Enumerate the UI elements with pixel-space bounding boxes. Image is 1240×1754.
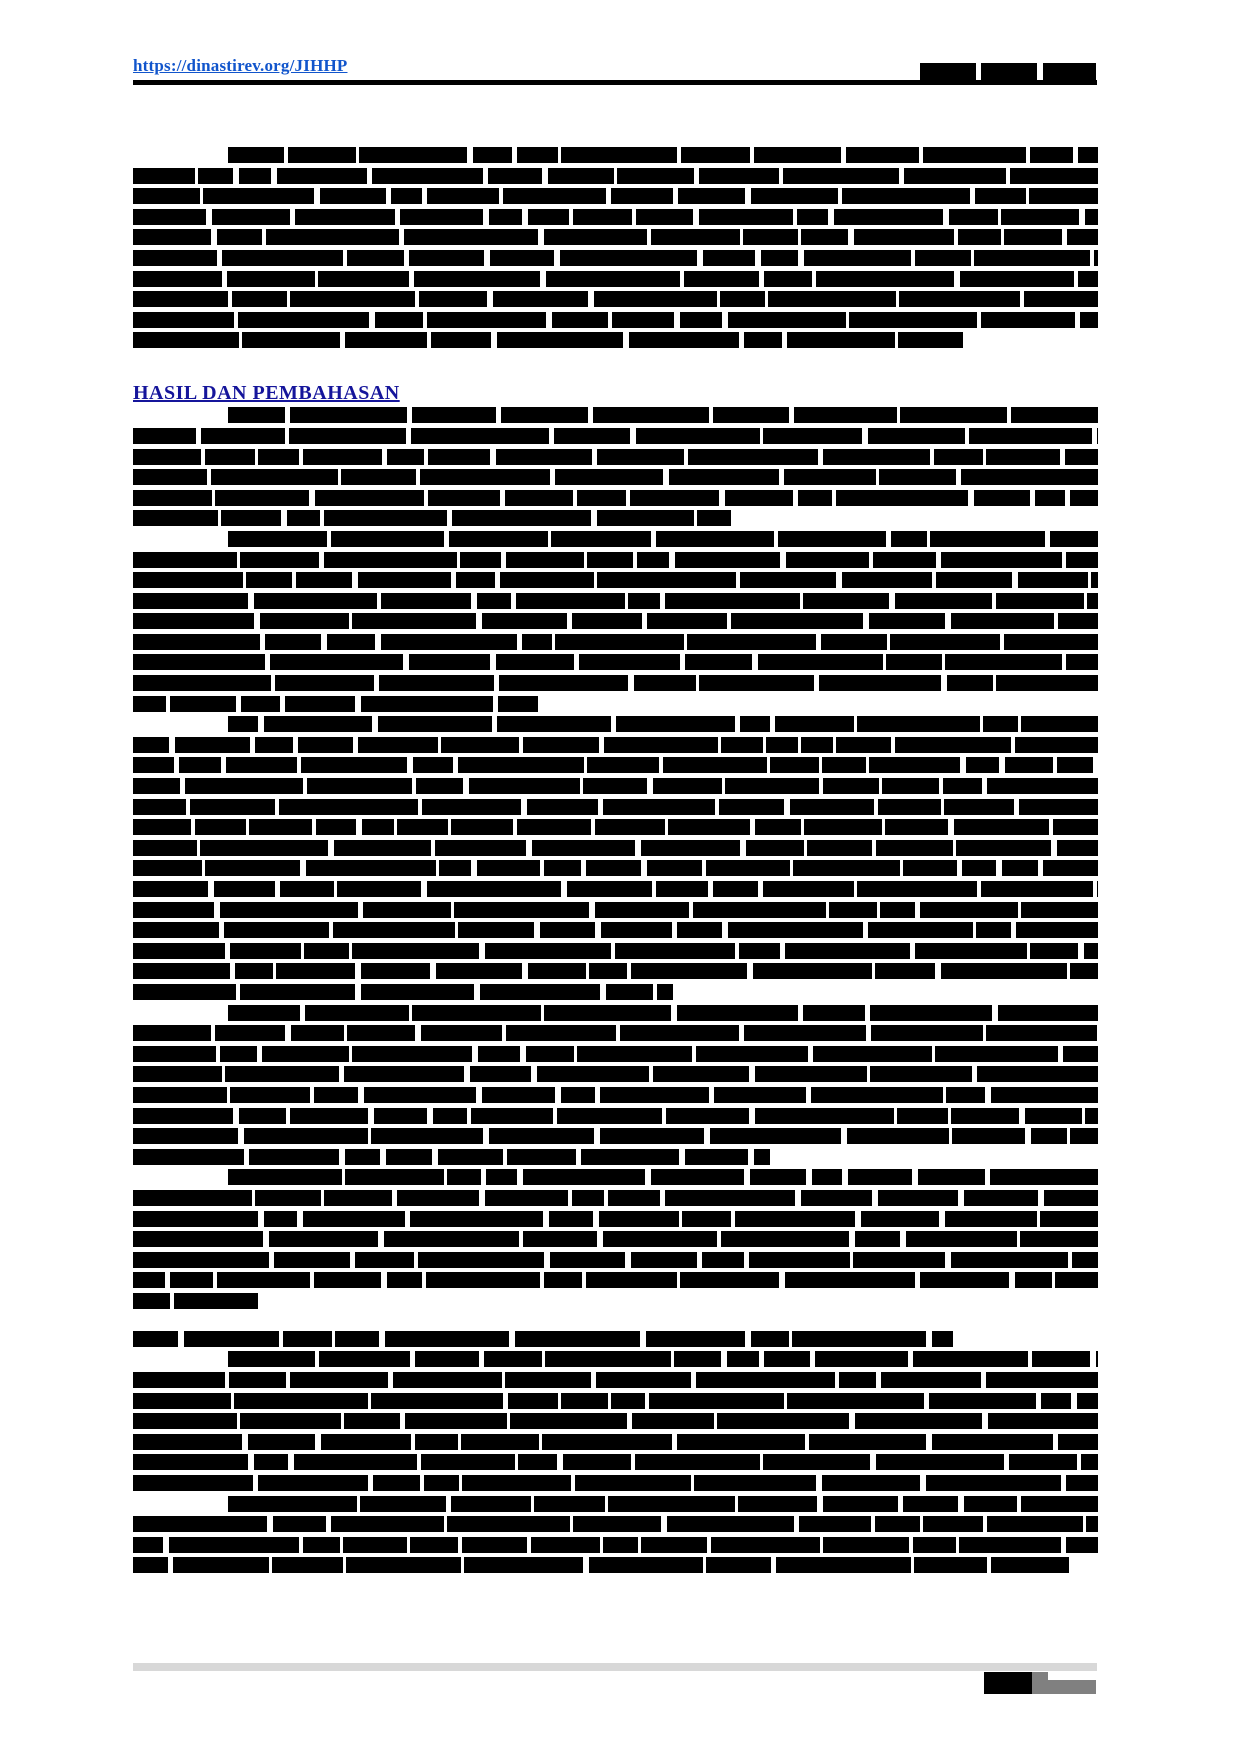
redacted-text-line <box>133 250 1098 266</box>
redacted-text-line <box>228 531 1098 547</box>
redacted-text-line <box>133 1434 1098 1450</box>
redacted-text-line <box>133 1454 1098 1470</box>
redacted-paragraph <box>133 1331 1098 1347</box>
redacted-text-line <box>133 332 963 348</box>
redacted-text-line <box>228 716 1098 732</box>
redacted-text-line <box>133 1066 1098 1082</box>
redacted-text-line <box>228 1351 1098 1367</box>
redacted-text-line <box>133 860 1098 876</box>
redacted-text-line <box>133 902 1098 918</box>
redacted-text-line <box>133 613 1098 629</box>
journal-url-link[interactable]: https://dinastirev.org/JIHHP <box>133 56 348 75</box>
redacted-paragraph <box>133 531 1098 712</box>
redacted-text-line <box>133 840 1098 856</box>
article-body <box>133 147 1098 1578</box>
redacted-paragraph <box>133 147 1098 348</box>
redacted-paragraph <box>133 1351 1098 1491</box>
redacted-text-line <box>133 675 1098 691</box>
redacted-text-line <box>133 1046 1098 1062</box>
body-section-before-heading <box>133 147 1098 348</box>
redacted-text-line <box>133 654 1098 670</box>
page-number-badge-gray-step <box>1032 1672 1048 1680</box>
redacted-text-line <box>133 1293 258 1309</box>
redacted-text-line <box>133 510 731 526</box>
redacted-text-line <box>133 1413 1098 1429</box>
redacted-text-line <box>133 963 1098 979</box>
redacted-text-line <box>133 696 538 712</box>
page-number-badge-dark-box <box>984 1672 1032 1694</box>
redacted-text-line <box>228 407 1098 423</box>
redacted-text-line <box>133 737 1098 753</box>
redacted-text-line <box>228 147 1098 163</box>
redacted-text-line <box>133 1516 1098 1532</box>
redacted-text-line <box>133 881 1098 897</box>
redacted-text-line <box>133 552 1098 568</box>
redacted-text-line <box>133 428 1098 444</box>
redacted-text-line <box>133 1393 1098 1409</box>
redacted-text-line <box>133 1211 1098 1227</box>
page-number-badge-gray-box <box>1032 1680 1096 1694</box>
redacted-text-line <box>228 1169 1098 1185</box>
redacted-text-line <box>133 1025 1098 1041</box>
redacted-text-line <box>133 1272 1098 1288</box>
redacted-text-line <box>133 271 1098 287</box>
redacted-text-line <box>133 1087 1098 1103</box>
redacted-text-line <box>133 984 673 1000</box>
redacted-text-line <box>133 490 1098 506</box>
redacted-text-line <box>133 819 1098 835</box>
redacted-text-line <box>228 1005 1098 1021</box>
redacted-text-line <box>133 188 1098 204</box>
redacted-text-line <box>133 757 1098 773</box>
redacted-text-line <box>133 1149 770 1165</box>
redacted-text-line <box>133 943 1098 959</box>
body-section-after-heading <box>133 407 1098 1573</box>
redacted-text-line <box>133 1128 1098 1144</box>
redacted-text-line <box>133 229 1098 245</box>
header-divider-rule <box>133 80 1097 85</box>
redacted-text-line <box>133 1252 1098 1268</box>
section-heading: HASIL DAN PEMBAHASAN <box>133 382 400 405</box>
redacted-paragraph <box>133 716 1098 1000</box>
redacted-text-line <box>133 291 1098 307</box>
redacted-paragraph <box>133 407 1098 526</box>
redacted-text-line <box>133 1557 1069 1573</box>
redacted-text-line <box>133 312 1098 328</box>
redacted-text-line <box>133 922 1098 938</box>
redacted-paragraph <box>133 1496 1098 1574</box>
redacted-text-line <box>133 449 1098 465</box>
redacted-paragraph <box>133 1169 1098 1309</box>
redacted-text-line <box>133 593 1098 609</box>
redacted-text-line <box>133 168 1098 184</box>
redacted-text-line <box>133 1108 1098 1124</box>
redacted-text-line <box>133 1331 953 1347</box>
redacted-text-line <box>133 778 1098 794</box>
redacted-text-line <box>133 1190 1098 1206</box>
redacted-paragraph <box>133 1005 1098 1165</box>
redacted-text-line <box>133 469 1098 485</box>
redacted-text-line <box>133 799 1098 815</box>
footer-divider <box>133 1663 1097 1671</box>
redacted-text-line <box>133 1231 1098 1247</box>
redacted-text-line <box>133 634 1098 650</box>
redacted-text-line <box>133 572 1098 588</box>
redacted-text-line <box>133 1372 1098 1388</box>
journal-volume-redacted-text <box>920 63 1096 80</box>
redacted-text-line <box>133 1475 1098 1491</box>
redacted-text-line <box>133 1537 1098 1553</box>
redacted-text-line <box>228 1496 1098 1512</box>
redacted-text-line <box>133 209 1098 225</box>
